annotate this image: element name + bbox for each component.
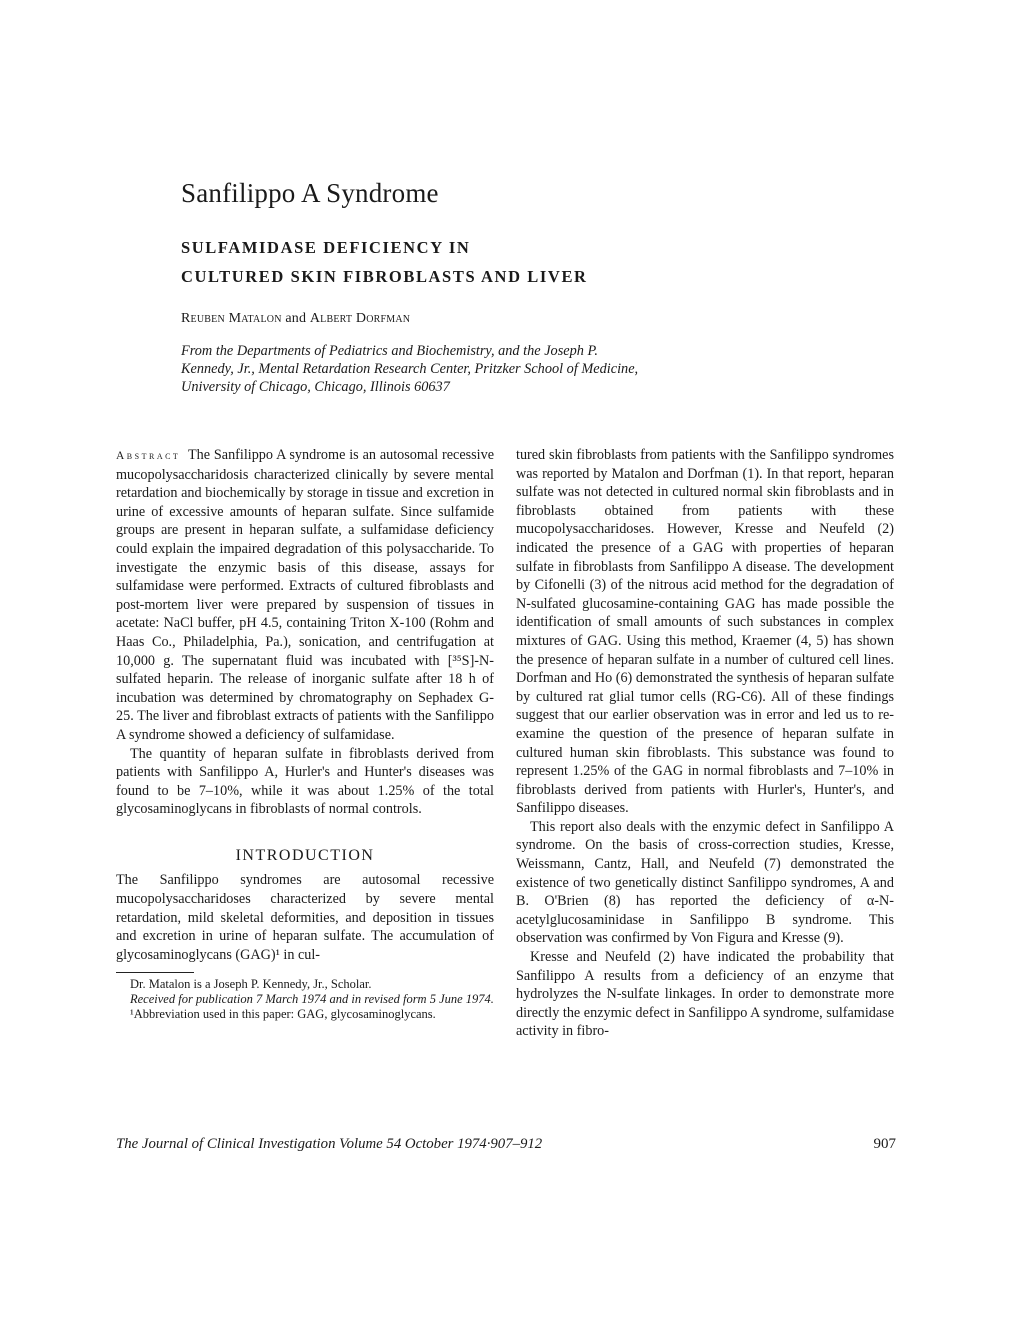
right-paragraph-3: Kresse and Neufeld (2) have indicated the probability that Sanfilippo A results from a deficiency of an enzyme that hydrolyzes the N-sulfate linkages. In order to demonstrate more directly the enzymic defect in Sanfilippo A syndrome, sulfamidase activity in fibro- [516, 949, 894, 1040]
left-column [116, 446, 494, 1022]
abstract-text-1: The Sanfilippo A syndrome is an autosomal recessive mucopolysaccharidosis characterized clinically by severe mental retardation and biochemically by storage in tissue and excretion in urine of excessive amounts of heparan sulfate. Since sulfamide groups are present in heparan sulfate, a sulfamidase deficiency could explain the impaired degradation of this polysaccharide. To investigate the enzymic basis of this disease, assays for sulfamidase were performed. Extracts of cultured fibroblasts and post-mortem liver were prepared by suspension of tissues in acetate: NaCl buffer, pH 4.5, containing Triton X-100 (Rohm and Haas Co., Philadelphia, Pa.), sonication, and centrifugation at 10,000 g. The supernatant fluid was incubated with [³⁵S]-N-sulfated heparin. The release of inorganic sulfate after 18 h of incubation was determined by chromatography on Sephadex G-25. The liver and fibroblast extracts of patients with the Sanfilippo A syndrome showed a deficiency of sulfamidase. [116, 447, 494, 743]
page-footer [116, 1136, 896, 1153]
affiliation-line-3: University of Chicago, Chicago, Illinois 60637 [181, 379, 450, 395]
page-number: 907 [873, 1136, 896, 1152]
affiliation [181, 342, 741, 396]
right-column [516, 446, 894, 1041]
footnote-divider [116, 972, 194, 973]
author-list [181, 311, 410, 327]
footnote-scholar: Dr. Matalon is a Joseph P. Kennedy, Jr., Scholar. [130, 977, 372, 992]
footnotes [116, 977, 494, 1022]
journal-citation: The Journal of Clinical Investigation Volume 54 October 1974·907–912 [116, 1136, 543, 1152]
abstract-paragraph-2: The quantity of heparan sulfate in fibroblasts derived from patients with Sanfilippo A, Hurler's and Hunter's diseases was found to be 7–10%, while it was about 1.25% of the total glycosaminoglycans in fibroblasts of normal controls. [116, 745, 494, 818]
footnote-received: Received for publication 7 March 1974 and in revised form 5 June 1974. [130, 992, 494, 1007]
affiliation-line-1: From the Departments of Pediatrics and Biochemistry, and the Joseph P. [181, 343, 598, 359]
subtitle-line-2: CULTURED SKIN FIBROBLASTS AND LIVER [181, 267, 588, 286]
article-title: Sanfilippo A Syndrome [181, 178, 439, 208]
author-1: Reuben Matalon [181, 311, 282, 326]
introduction-heading: INTRODUCTION [235, 846, 375, 864]
article-subtitle [181, 233, 588, 291]
footnote-abbreviation: ¹Abbreviation used in this paper: GAG, glycosaminoglycans. [130, 1007, 436, 1022]
author-joiner: and [285, 311, 307, 326]
abstract-label: Abstract [116, 450, 181, 462]
author-2: Albert Dorfman [309, 311, 411, 326]
right-paragraph-1: tured skin fibroblasts from patients with the Sanfilippo syndromes was reported by Matalon and Dorfman (1). In that report, heparan sulfate was not detected in cultured normal skin fibroblasts and in fibroblasts obtained from patients with these mucopolysaccharidoses. However, Kresse and Neufeld (2) indicated the presence of a GAG with properties of heparan sulfate in fibroblasts from Sanfilippo A disease. The development by Cifonelli (3) of the nitrous acid method for the degradation of N-sulfated glucosamine-containing GAG has made possible the identification of small amounts of such substances in complex mixtures of GAG. Using this method, Kraemer (4, 5) has shown the presence of heparan sulfate in a number of cultured cell lines. Dorfman and Ho (6) demonstrated the synthesis of heparan sulfate by cultured rat glial tumor cells (RG-C6). All of these findings suggest that our earlier observation was in error and led us to re-examine the question of the presence of heparan sulfate in cultured human skin fibroblasts. This substance was found to represent 1.25% of the GAG in normal fibroblasts and 7–10% in fibroblasts derived from patients with Hurler's, Hunter's, and Sanfilippo diseases. [516, 447, 894, 817]
affiliation-line-2: Kennedy, Jr., Mental Retardation Research Center, Pritzker School of Medicine, [181, 361, 639, 377]
abstract-paragraph-1 [116, 446, 494, 745]
introduction-paragraph-1: The Sanfilippo syndromes are autosomal recessive mucopolysaccharidoses characterized by severe mental retardation, mild skeletal deformities, and deposition in tissues and excretion in urine of heparan sulfate. The accumulation of glycosaminoglycans (GAG)¹ in cul- [116, 872, 494, 963]
subtitle-line-1: SULFAMIDASE DEFICIENCY IN [181, 238, 471, 257]
right-paragraph-2: This report also deals with the enzymic defect in Sanfilippo A syndrome. On the basis of cross-correction studies, Kresse, Weissmann, Cantz, Hall, and Neufeld (7) demonstrated the existence of two genetically distinct Sanfilippo syndromes, A and B. O'Brien (8) has reported the deficiency of α-N-acetylglucosaminidase in Sanfilippo B syndrome. This observation was confirmed by Von Figura and Kresse (9). [516, 818, 894, 947]
